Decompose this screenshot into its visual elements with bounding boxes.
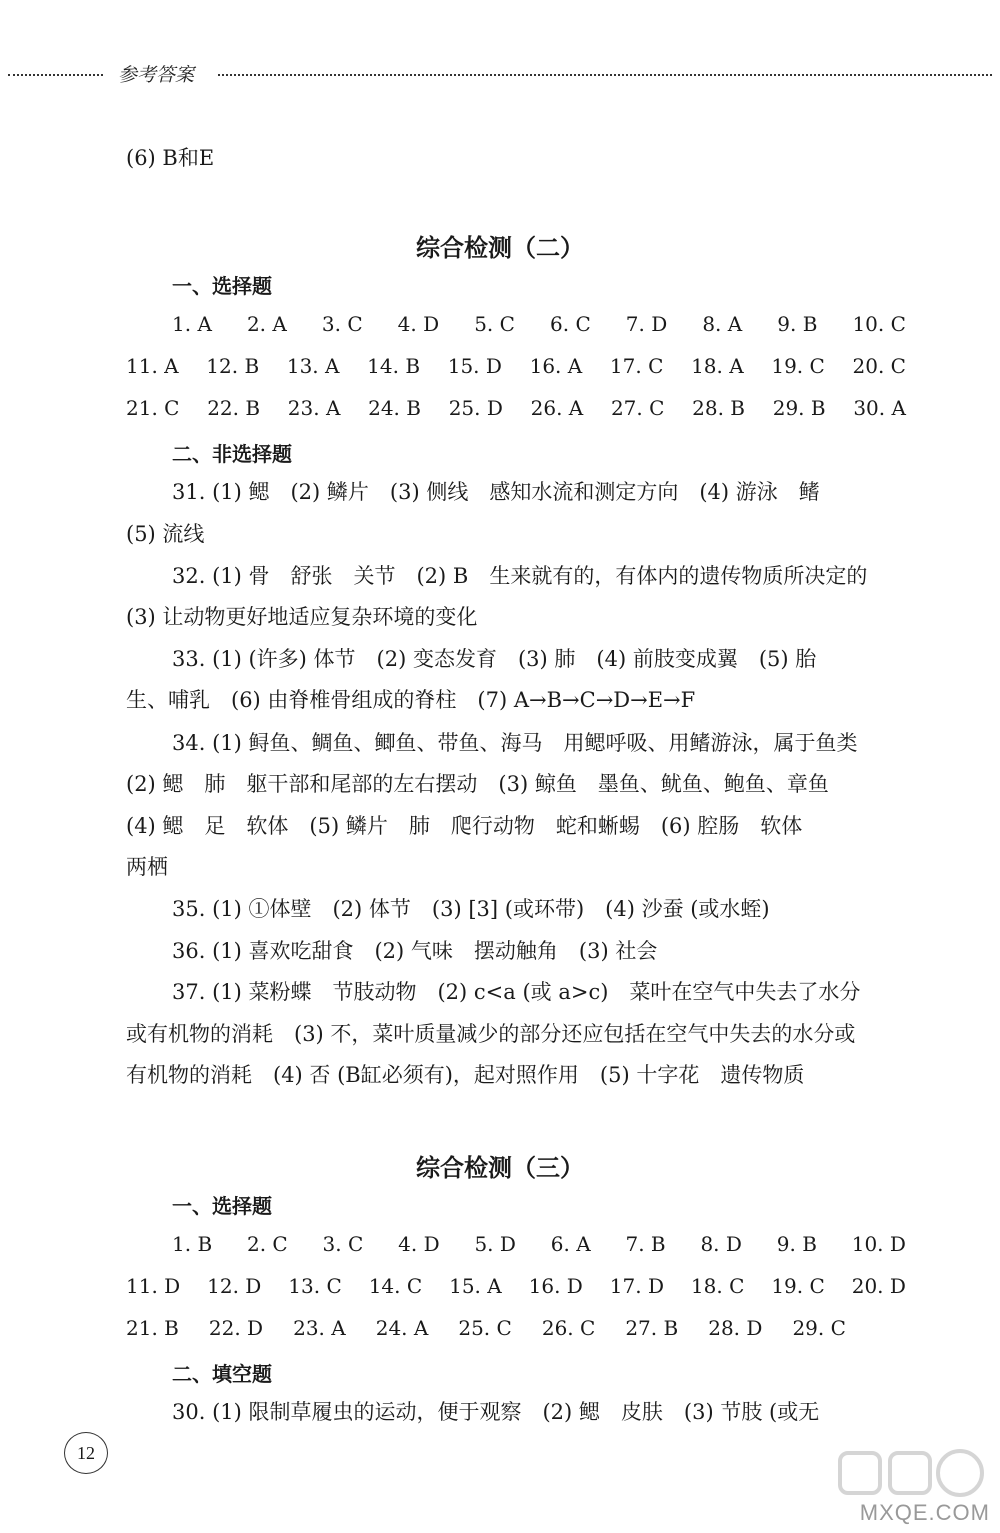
choice-row: 1. A 2. A 3. C 4. D 5. C 6. C 7. D 8. A 9. B 10. C xyxy=(172,312,906,336)
choice-row: 11. D 12. D 13. C 14. C 15. A 16. D 17. D 18. C 19. C 20. D xyxy=(126,1274,906,1298)
answer-line: 35. (1) ①体壁 (2) 体节 (3) [3] (或环带) (4) 沙蚕 (或水蛭) xyxy=(172,897,770,921)
answer-line: 两栖 xyxy=(126,855,168,879)
choice-row: 1. B 2. C 3. C 4. D 5. D 6. A 7. B 8. D 9. B 10. D xyxy=(172,1232,906,1256)
header-dots-right xyxy=(218,74,992,76)
answer-line: 37. (1) 菜粉蝶 节肢动物 (2) c<a (或 a>c) 菜叶在空气中失去了水分 xyxy=(172,980,861,1004)
section-title-3: 综合检测（三） xyxy=(416,1153,584,1182)
answer-line: (2) 鳃 肺 躯干部和尾部的左右摆动 (3) 鲸鱼 墨鱼、鱿鱼、鲍鱼、章鱼 xyxy=(126,772,829,796)
answer-line: 有机物的消耗 (4) 否 (B缸必须有)，起对照作用 (5) 十字花 遗传物质 xyxy=(126,1063,805,1087)
answer-line: 36. (1) 喜欢吃甜食 (2) 气味 摆动触角 (3) 社会 xyxy=(172,939,658,963)
answer-line: (4) 鳃 足 软体 (5) 鳞片 肺 爬行动物 蛇和蜥蜴 (6) 腔肠 软体 xyxy=(126,814,803,838)
fill-heading-3: 二、填空题 xyxy=(172,1362,272,1386)
header-dots-left xyxy=(8,74,103,76)
answer-line: 34. (1) 鲟鱼、鲷鱼、鲫鱼、带鱼、海马 用鳃呼吸、用鳍游泳，属于鱼类 xyxy=(172,731,858,755)
answer-line: 生、哺乳 (6) 由脊椎骨组成的脊柱 (7) A→B→C→D→E→F xyxy=(126,688,696,712)
answer-line: 31. (1) 鳃 (2) 鳞片 (3) 侧线 感知水流和测定方向 (4) 游泳 鳍 xyxy=(172,480,820,504)
watermark-text: MXQE.COM xyxy=(859,1500,990,1525)
choice-heading-2: 一、选择题 xyxy=(172,274,272,298)
section-title-2: 综合检测（二） xyxy=(416,233,584,262)
choice-row: 11. A 12. B 13. A 14. B 15. D 16. A 17. C 18. A 19. C 20. C xyxy=(126,354,906,378)
choice-row: 21. C 22. B 23. A 24. B 25. D 26. A 27. C 28. B 29. B 30. A xyxy=(126,396,906,420)
choice-row: 21. B 22. D 23. A 24. A 25. C 26. C 27. B 28. D 29. C xyxy=(126,1316,846,1340)
answer-line: 或有机物的消耗 (3) 不，菜叶质量减少的部分还应包括在空气中失去的水分或 xyxy=(126,1022,856,1046)
nonchoice-heading-2: 二、非选择题 xyxy=(172,442,292,466)
previous-answer-tail: (6) B和E xyxy=(126,146,215,170)
answer-line: 32. (1) 骨 舒张 关节 (2) B 生来就有的，有体内的遗传物质所决定的 xyxy=(172,564,868,588)
page-header xyxy=(0,58,1000,88)
answer-line: (3) 让动物更好地适应复杂环境的变化 xyxy=(126,605,478,629)
page-number: 12 xyxy=(64,1432,108,1474)
answer-line: (5) 流线 xyxy=(126,522,205,546)
header-label: 参考答案 xyxy=(118,64,195,86)
answer-line: 33. (1) (许多) 体节 (2) 变态发育 (3) 肺 (4) 前肢变成翼 (5) 胎 xyxy=(172,647,817,671)
choice-heading-3: 一、选择题 xyxy=(172,1194,272,1218)
answer-line: 30. (1) 限制草履虫的运动，便于观察 (2) 鳃 皮肤 (3) 节肢 (或无 xyxy=(172,1400,820,1424)
